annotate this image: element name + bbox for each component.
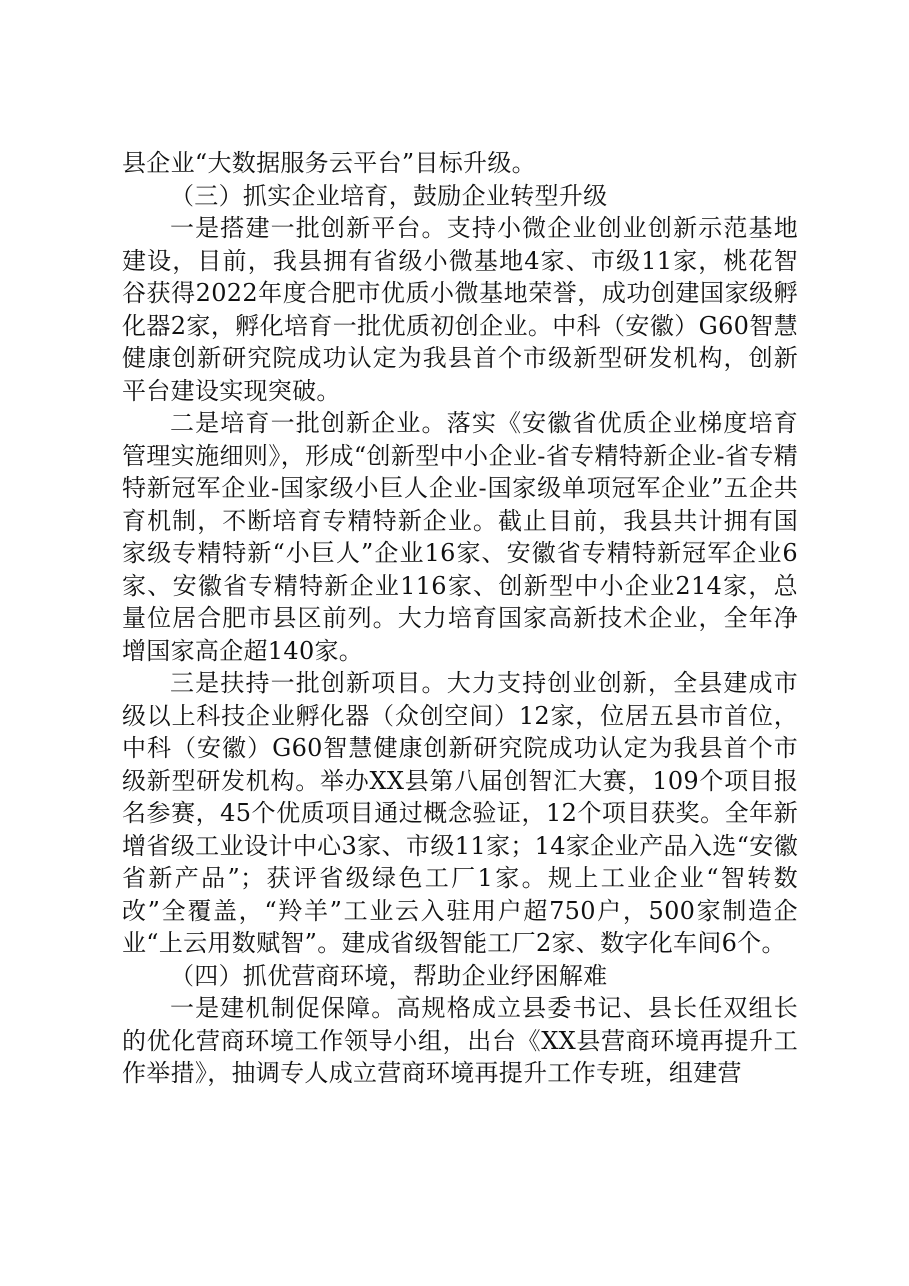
paragraph-innovation-projects: 三是扶持一批创新项目。大力支持创业创新，全县建成市级以上科技企业孵化器（众创空间）12家，位居五县市首位，中科（安徽）G60智慧健康创新研究院成功认定为我县首个市级新型研发机构。举办XX县第八届创智汇大赛，109个项目报名参赛，45个优质项目通过概念验证，12个项目获奖。全年新增省级工业设计中心3家、市级11家；14家企业产品入选“安徽省新产品”；获评省级绿色工厂1家。规上工业企业“智转数改”全覆盖，“羚羊”工业云入驻用户超750户，500家制造企业“上云用数赋智”。建成省级智能工厂2家、数字化车间6个。 (122, 669, 798, 957)
paragraph-innovation-platforms: 一是搭建一批创新平台。支持小微企业创业创新示范基地建设，目前，我县拥有省级小微基地4家、市级11家，桃花智谷获得2022年度合肥市优质小微基地荣誉，成功创建国家级孵化器2家，孵化培育一批优质初创企业。中科（安徽）G60智慧健康创新研究院成功认定为我县首个市级新型研发机构，创新平台建设实现突破。 (122, 214, 798, 405)
section-heading-4: （四）抓优营商环境，帮助企业纾困解难 (170, 961, 608, 990)
paragraph-innovative-enterprises: 二是培育一批创新企业。落实《安徽省优质企业梯度培育管理实施细则》，形成“创新型中小企业-省专精特新企业-省专精特新冠军企业-国家级小巨人企业-国家级单项冠军企业”五企共育机制，不断培育专精特新企业。截止目前，我县共计拥有国家级专精特新“小巨人”企业16家、安徽省专精特新冠军企业6家、安徽省专精特新企业116家、创新型中小企业214家，总量位居合肥市县区前列。大力培育国家高新技术企业，全年净增国家高企超140家。 (122, 409, 798, 665)
document-body (122, 147, 798, 1090)
paragraph-continuation: 县企业“大数据服务云平台”目标升级。 (122, 149, 536, 177)
paragraph-mechanism: 一是建机制促保障。高规格成立县委书记、县长任双组长的优化营商环境工作领导小组，出台《XX县营商环境再提升工作举措》，抽调专人成立营商环境再提升工作专班，组建营 (122, 994, 798, 1087)
section-heading-3: （三）抓实企业培育，鼓励企业转型升级 (170, 181, 608, 210)
